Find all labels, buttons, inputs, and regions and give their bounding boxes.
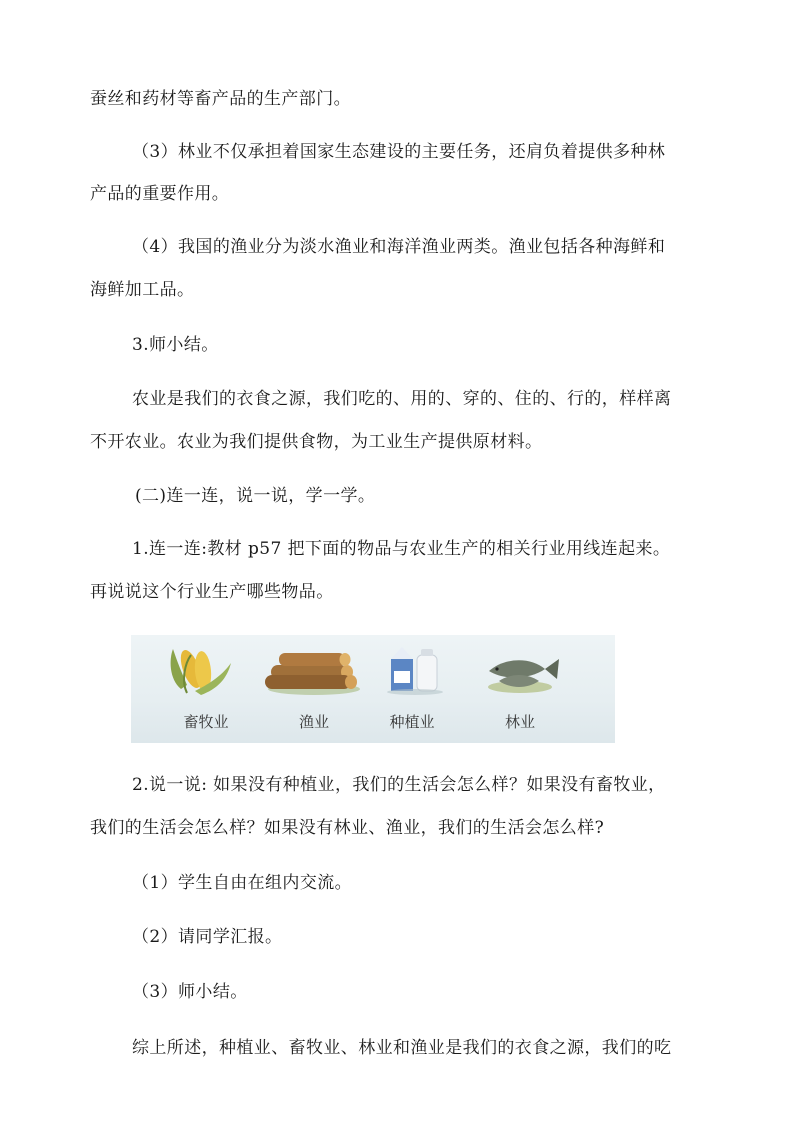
paragraph-line: （2）请同学汇报。 (132, 927, 283, 947)
paragraph-line: （4）我国的渔业分为淡水渔业和海洋渔业两类。渔业包括各种海鲜和 (132, 237, 666, 257)
figure-item (151, 635, 261, 743)
figure-item (465, 635, 575, 743)
paragraph-line: 1.连一连:教材 p57 把下面的物品与农业生产的相关行业用线连起来。 (132, 539, 671, 559)
paragraph-line: 综上所述，种植业、畜牧业、林业和渔业是我们的衣食之源，我们的吃 (132, 1038, 672, 1058)
paragraph-line: 再说说这个行业生产哪些物品。 (90, 582, 334, 602)
figure-item (259, 635, 369, 743)
paragraph-line: （1）学生自由在组内交流。 (132, 873, 353, 893)
paragraph-line: （3）师小结。 (132, 982, 248, 1002)
paragraph-line: 2.说一说: 如果没有种植业，我们的生活会怎么样？如果没有畜牧业， (132, 775, 666, 795)
paragraph-line: 我们的生活会怎么样？如果没有林业、渔业，我们的生活会怎么样? (90, 818, 605, 838)
fish-icon (465, 641, 575, 701)
figure-label: 畜牧业 (183, 713, 229, 731)
section-heading: 3.师小结。 (132, 335, 219, 355)
paragraph-line: 不开农业。农业为我们提供食物，为工业生产提供原材料。 (90, 432, 543, 452)
paragraph-line: 产品的重要作用。 (90, 184, 230, 204)
figure-label: 渔业 (298, 713, 329, 731)
figure-item (357, 635, 467, 743)
paragraph-line: 海鲜加工品。 (90, 280, 195, 300)
logs-icon (259, 641, 369, 701)
milk-icon (357, 641, 467, 701)
figure-label: 林业 (504, 713, 535, 731)
corn-icon (151, 641, 261, 701)
paragraph-line: 蚕丝和药材等畜产品的生产部门。 (90, 89, 351, 109)
section-heading: (二)连一连，说一说，学一学。 (135, 486, 376, 506)
figure-label: 种植业 (389, 713, 435, 731)
paragraph-line: （3）林业不仅承担着国家生态建设的主要任务，还肩负着提供多种林 (132, 142, 666, 162)
paragraph-line: 农业是我们的衣食之源，我们吃的、用的、穿的、住的、行的，样样离 (132, 389, 672, 409)
textbook-figure (131, 635, 615, 743)
